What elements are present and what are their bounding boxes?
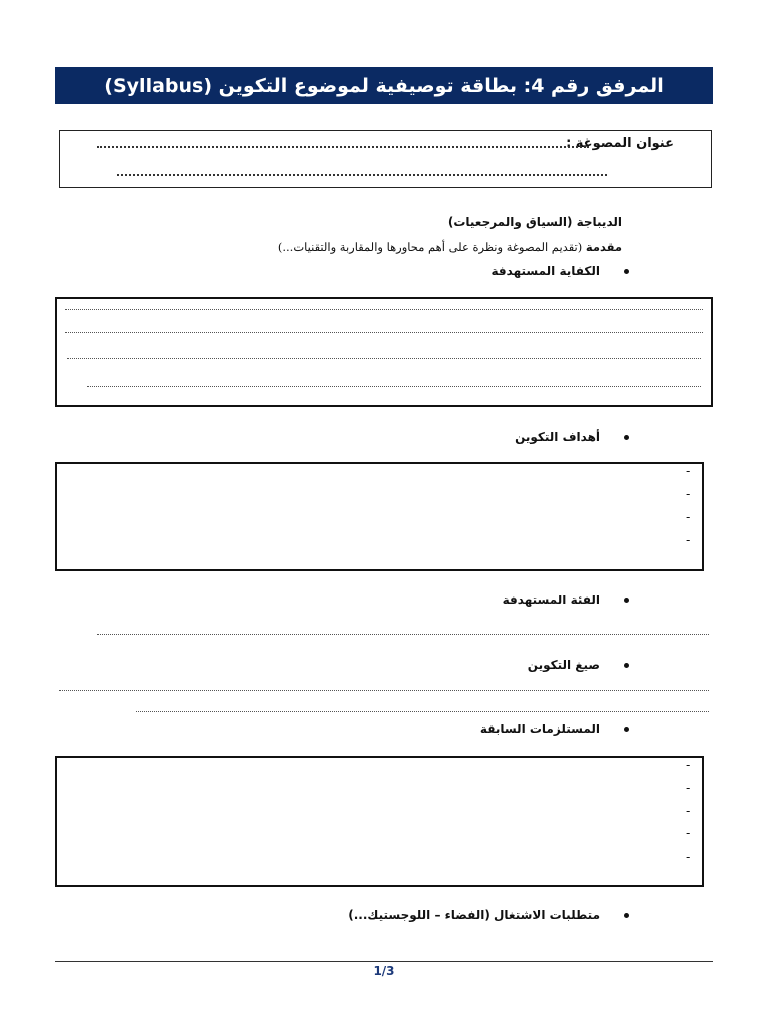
- section-target-group-label: الفئة المستهدفة: [502, 593, 600, 607]
- objectives-dash-3: -: [686, 510, 691, 524]
- page-number: 1/3: [373, 964, 395, 978]
- section-objectives: [515, 430, 629, 444]
- target-group-fill-line[interactable]: [97, 634, 709, 635]
- prerequisites-dash-2: -: [686, 781, 691, 795]
- module-title-label: عنوان المصوغة :: [566, 136, 674, 151]
- section-formats-label: صيغ التكوين: [527, 658, 600, 672]
- introduction-label: مقدمة: [585, 240, 622, 254]
- objectives-box[interactable]: [55, 462, 704, 571]
- bullet-icon: [624, 913, 629, 918]
- objectives-dash-4: -: [686, 533, 691, 547]
- formats-fill-line-1[interactable]: [59, 690, 709, 691]
- formats-fill-line-2[interactable]: [136, 711, 709, 712]
- objectives-dash-2: -: [686, 487, 691, 501]
- prerequisites-dash-3: -: [686, 804, 691, 818]
- section-objectives-label: أهداف التكوين: [515, 430, 600, 444]
- document-title-banner: [55, 67, 713, 104]
- bullet-icon: [624, 598, 629, 603]
- prerequisites-box[interactable]: [55, 756, 704, 887]
- prerequisites-dash-1: -: [686, 758, 691, 772]
- section-prerequisites-label: المستلزمات السابقة: [479, 722, 600, 736]
- competence-line-3[interactable]: [67, 358, 701, 359]
- competence-line-1[interactable]: [65, 309, 703, 310]
- bullet-icon: [624, 269, 629, 274]
- introduction-line: [278, 240, 622, 254]
- section-prerequisites: [480, 722, 629, 736]
- section-competence: [492, 264, 629, 278]
- module-title-fill-line-1[interactable]: [97, 146, 589, 148]
- section-target-group: [503, 593, 629, 607]
- section-requirements-label: متطلبات الاشتغال (الفضاء – اللوجستيك...): [348, 908, 600, 922]
- document-title: المرفق رقم 4: بطاقة توصيفية لموضوع التكوين (Syllabus): [104, 74, 664, 97]
- module-title-fill-line-2[interactable]: [117, 174, 607, 176]
- section-competence-label: الكفاية المستهدفة: [491, 264, 600, 278]
- competence-line-4[interactable]: [87, 386, 701, 387]
- competence-box[interactable]: [55, 297, 713, 407]
- objectives-dash-1: -: [686, 464, 691, 478]
- section-formats: [528, 658, 629, 672]
- section-requirements: [348, 908, 629, 922]
- prerequisites-dash-4: -: [686, 826, 691, 840]
- bullet-icon: [624, 663, 629, 668]
- introduction-description: (تقديم المصوغة ونظرة على أهم محاورها والمقاربة والتقنيات...): [277, 240, 586, 254]
- footer-divider: [55, 961, 713, 962]
- prerequisites-dash-5: -: [686, 850, 691, 864]
- competence-line-2[interactable]: [65, 332, 703, 333]
- preamble-heading: الديباجة (السياق والمرجعيات): [447, 215, 622, 229]
- bullet-icon: [624, 727, 629, 732]
- bullet-icon: [624, 435, 629, 440]
